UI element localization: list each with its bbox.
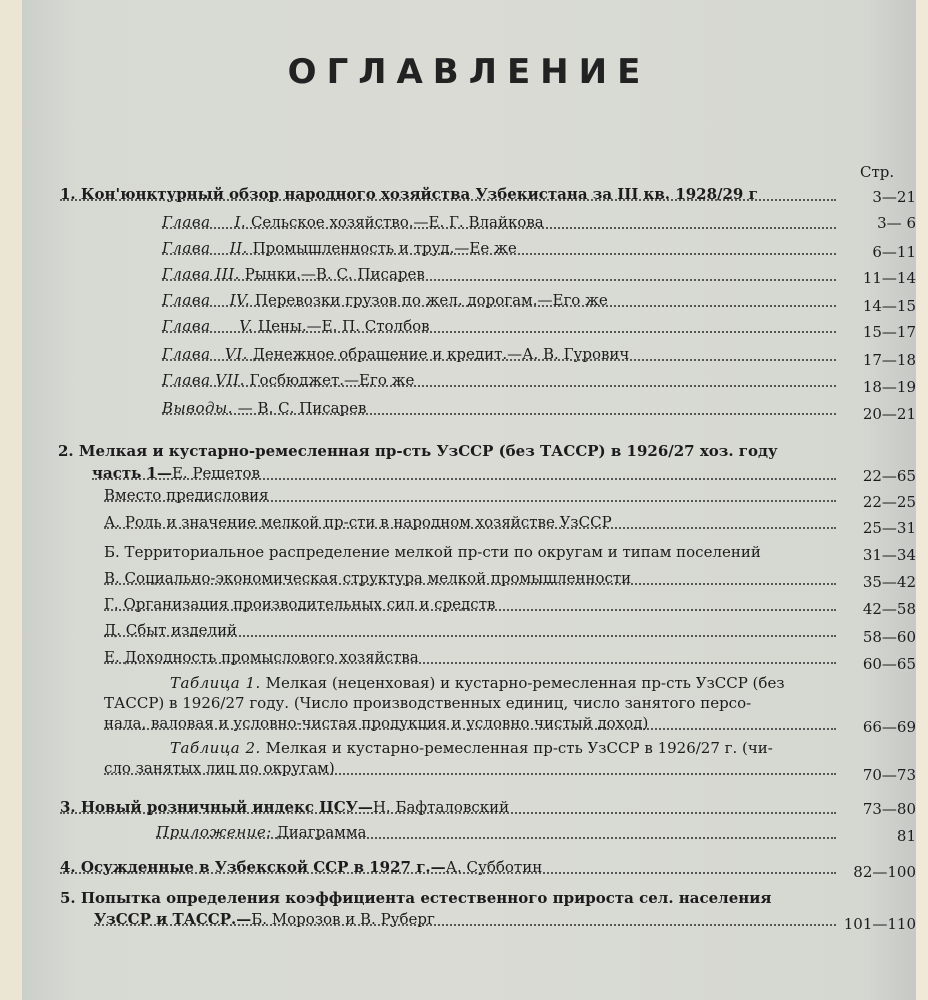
toc-entry-2: часть 1—Е. Решетов (92, 461, 836, 485)
toc-entry-3: 3. Новый розничный индекс ЦСУ—Н. Бафталовский (60, 795, 836, 819)
book-page (22, 0, 916, 1000)
entry-pages: 6—11 (872, 243, 916, 261)
entry-pages: 101—110 (843, 915, 916, 933)
right-margin (916, 0, 928, 1000)
toc-entry-4: 4. Осужденные в Узбекской ССР в 1927 г.—А. Субботин (60, 855, 836, 879)
toc-entry-e: Е. Доходность промыслового хозяйства (104, 645, 836, 669)
toc-entry-preface: Вместо предисловия (104, 483, 836, 507)
entry-pages: 60—65 (862, 655, 916, 673)
toc-entry-5-title: 5. Попытка определения коэффициента естественного прироста сел. населения (60, 889, 772, 907)
entry-pages: 25—31 (862, 519, 916, 537)
toc-entry-chapter-7: Глава VII. Госбюджет.—Его же (162, 368, 836, 392)
entry-title: 1. Кон'юнктурный обзор народного хозяйства Узбекистана за III кв. 1928/29 г (60, 185, 758, 203)
toc-entry-table-1-line-3: нала, валовая и условно-чистая продукция и условно чистый доход) (104, 711, 836, 735)
toc-entry-v: В. Социально-экономическая структура мелкой промышленности (104, 566, 836, 590)
entry-pages: 42—58 (862, 600, 916, 618)
toc-entry-b: Б. Территориальное распределение мелкой пр-сти по округам и типам поселений (104, 543, 761, 561)
toc-entry-1 (60, 182, 836, 206)
entry-pages: 15—17 (862, 323, 916, 341)
toc-entry-chapter-6: Глава VI. Денежное обращение и кредит.—А. В. Гурович (162, 342, 836, 366)
toc-entry-conclusions: Выводы. — В. С. Писарев (162, 396, 836, 420)
toc-entry-chapter-3: Глава III. Рынки.—В. С. Писарев (162, 262, 836, 286)
toc-entry-table-1-line-2: ТАССР) в 1926/27 году. (Число производственных единиц, число занятого персо- (104, 694, 752, 712)
entry-pages: 3— 6 (877, 214, 916, 232)
toc-entry-chapter-1: Глава I. Сельское хозяйство.—Е. Г. Влайкова (162, 210, 836, 234)
entry-pages: 18—19 (862, 378, 916, 396)
toc-entry-table-1: Таблица 1. Мелкая (неценховая) и кустарно-ремесленная пр-сть УзССР (без (170, 674, 785, 692)
entry-pages: 11—14 (862, 269, 916, 287)
page-column-header: Стр. (860, 163, 895, 181)
toc-entry-chapter-2: Глава II. Промышленность и труд.—Ее же (162, 236, 836, 260)
entry-pages: 22—25 (862, 493, 916, 511)
entry-pages: 35—42 (862, 573, 916, 591)
toc-entry-chapter-5: Глава V. Цены.—Е. П. Столбов (162, 314, 836, 338)
toc-entry-chapter-4: Глава IV. Перевозки грузов по жел. дорогам.—Его же (162, 288, 836, 312)
entry-pages: 70—73 (862, 766, 916, 784)
page-title: ОГЛАВЛЕНИЕ (287, 52, 651, 92)
entry-pages: 31—34 (862, 546, 916, 564)
toc-entry-table-2: Таблица 2. Мелкая и кустарно-ремесленная пр-сть УзССР в 1926/27 г. (чи- (170, 739, 773, 757)
entry-pages: 82—100 (853, 863, 916, 881)
toc-entry-a: А. Роль и значение мелкой пр-сти в народном хозяйстве УзССР (104, 510, 836, 534)
entry-pages: 66—69 (862, 718, 916, 736)
toc-entry-d: Д. Сбыт изделий (104, 618, 836, 642)
toc-entry-appendix: Приложение: Диаграмма (156, 820, 836, 844)
entry-pages: 17—18 (862, 351, 916, 369)
toc-entry-table-2-line-2: сло занятых лиц по округам) (104, 756, 836, 780)
entry-pages: 22—65 (862, 467, 916, 485)
entry-pages: 20—21 (862, 405, 916, 423)
entry-pages: 3—21 (872, 188, 916, 206)
entry-pages: 73—80 (862, 800, 916, 818)
entry-pages: 58—60 (862, 628, 916, 646)
entry-pages: 81 (896, 827, 916, 845)
toc-entry-g: Г. Организация производительных сил и средств (104, 592, 836, 616)
toc-entry-2-title: 2. Мелкая и кустарно-ремесленная пр-сть УзССР (без ТАССР) в 1926/27 хоз. году (58, 442, 778, 460)
toc-entry-5: УзССР и ТАССР.—Б. Морозов и В. Руберг (94, 907, 836, 931)
entry-pages: 14—15 (862, 297, 916, 315)
left-margin (0, 0, 22, 1000)
